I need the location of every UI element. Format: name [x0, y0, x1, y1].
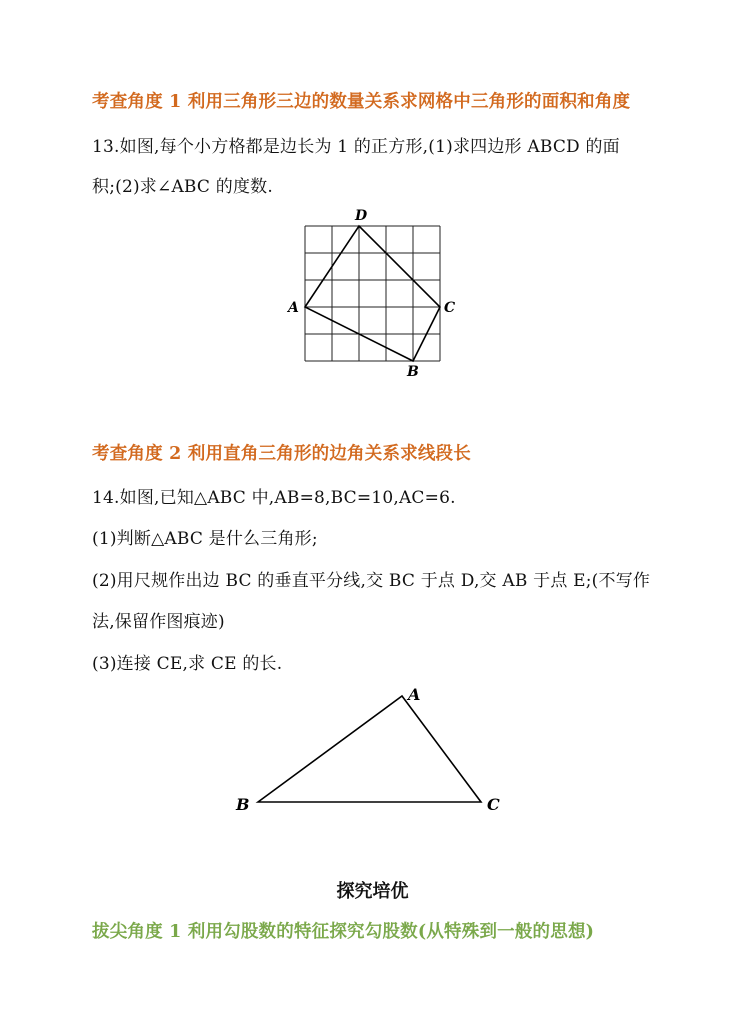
- figure-quadrilateral-grid: [280, 205, 460, 380]
- label-b: B: [407, 364, 419, 380]
- label-b: B: [236, 795, 250, 814]
- label-c: C: [444, 300, 456, 316]
- section3-title: 探究培优: [336, 881, 409, 902]
- q14-text-line4: 法,保留作图痕迹): [92, 612, 225, 632]
- triangle-abc: [258, 696, 481, 802]
- figure-triangle-abc: [228, 680, 518, 820]
- q13-text-line2: 积;(2)求∠ABC 的度数.: [92, 177, 273, 197]
- q14-text-line1: 14.如图,已知△ABC 中,AB=8,BC=10,AC=6.: [92, 488, 456, 508]
- label-a: A: [288, 300, 299, 316]
- label-a: A: [408, 685, 421, 704]
- q13-text-line1: 13.如图,每个小方格都是边长为 1 的正方形,(1)求四边形 ABCD 的面: [92, 137, 620, 157]
- section1-heading: 考查角度 1 利用三角形三边的数量关系求网格中三角形的面积和角度: [92, 92, 631, 112]
- section3-heading: 拔尖角度 1 利用勾股数的特征探究勾股数(从特殊到一般的思想): [92, 922, 595, 942]
- section2-heading: 考查角度 2 利用直角三角形的边角关系求线段长: [92, 444, 471, 464]
- label-d: D: [355, 208, 368, 224]
- q14-text-line3: (2)用尺规作出边 BC 的垂直平分线,交 BC 于点 D,交 AB 于点 E;(不写作: [92, 571, 651, 591]
- label-c: C: [487, 795, 500, 814]
- q14-text-line5: (3)连接 CE,求 CE 的长.: [92, 654, 283, 674]
- quadrilateral-abcd: [305, 226, 440, 361]
- q14-text-line2: (1)判断△ABC 是什么三角形;: [92, 529, 318, 549]
